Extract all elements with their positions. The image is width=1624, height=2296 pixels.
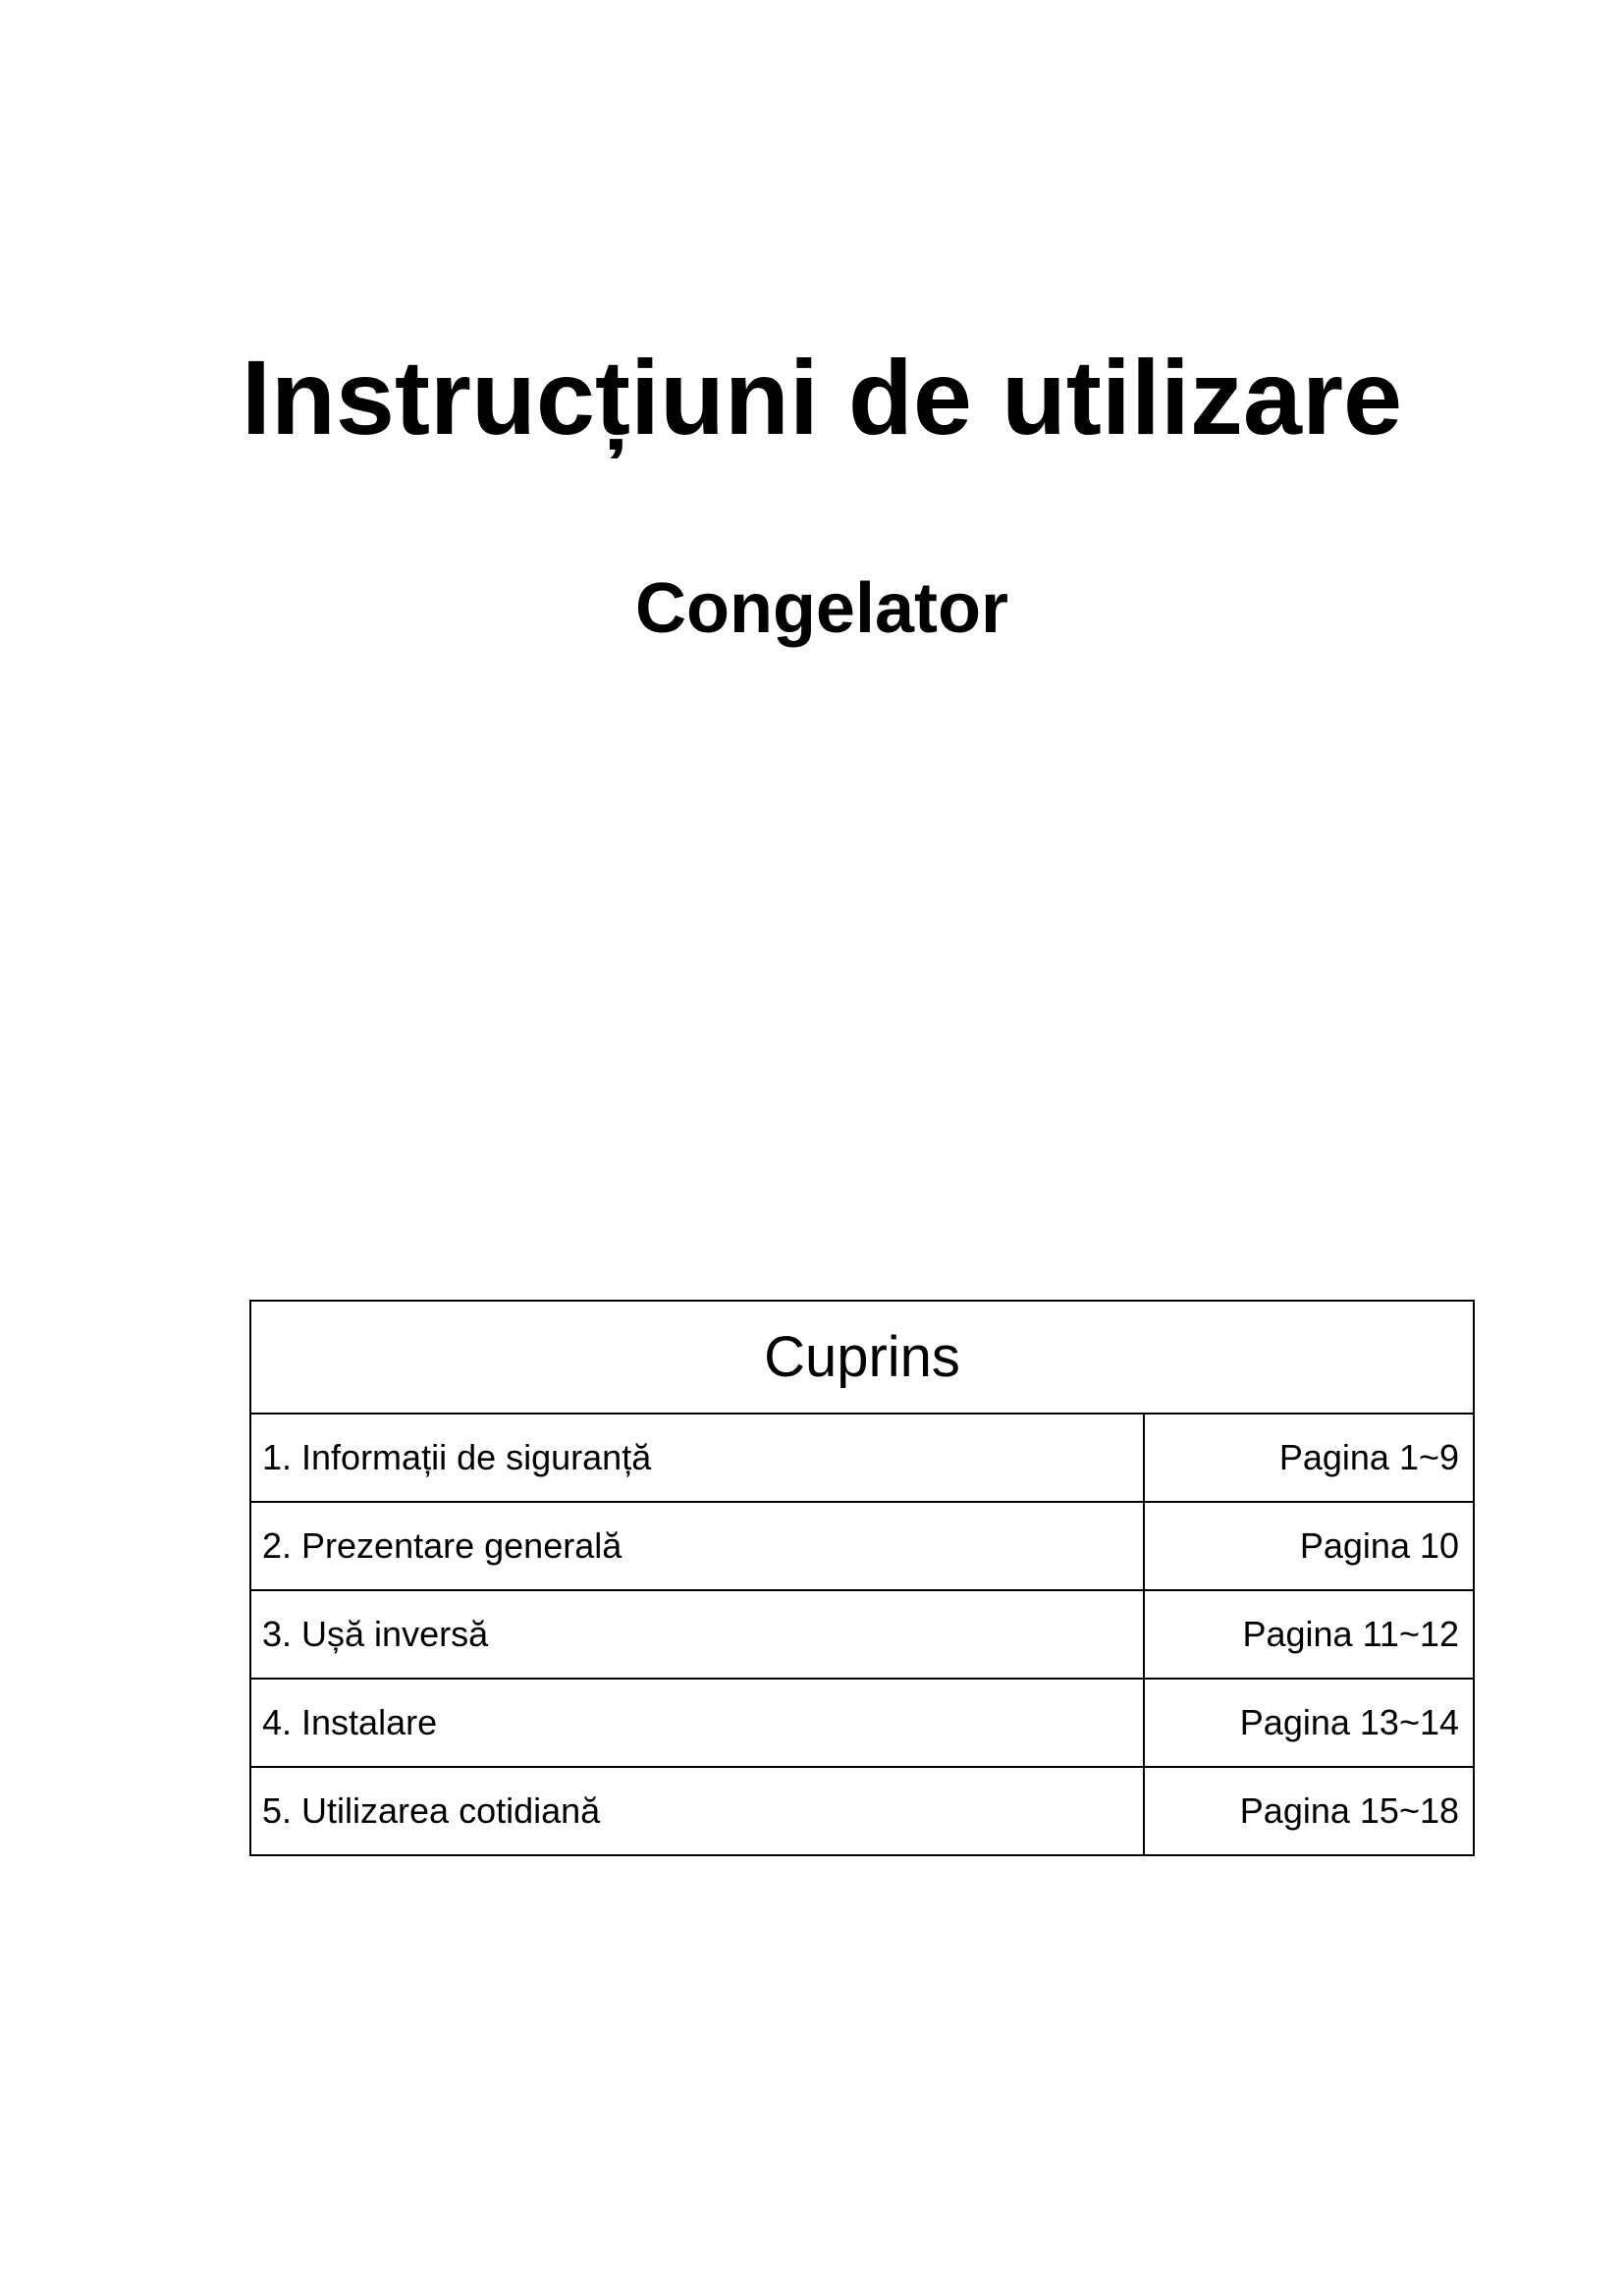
toc-row (250, 1590, 1474, 1679)
toc-header-row (250, 1301, 1474, 1414)
toc-chapter: 3. Ușă inversă (250, 1590, 1144, 1679)
toc-chapter: 5. Utilizarea cotidiană (250, 1767, 1144, 1855)
toc-row (250, 1679, 1474, 1767)
toc-heading: Cuprins (250, 1301, 1474, 1414)
toc-row (250, 1502, 1474, 1590)
toc-page-range: Pagina 13~14 (1144, 1679, 1474, 1767)
table-of-contents (249, 1300, 1475, 1856)
toc-page-range: Pagina 15~18 (1144, 1767, 1474, 1855)
document-subtitle: Congelator (634, 569, 1008, 648)
toc-chapter: 2. Prezentare generală (250, 1502, 1144, 1590)
toc-row (250, 1414, 1474, 1502)
toc-chapter: 4. Instalare (250, 1679, 1144, 1767)
toc-page-range: Pagina 1~9 (1144, 1414, 1474, 1502)
toc-chapter: 1. Informații de siguranță (250, 1414, 1144, 1502)
toc-row (250, 1767, 1474, 1855)
toc-page-range: Pagina 11~12 (1144, 1590, 1474, 1679)
toc-page-range: Pagina 10 (1144, 1502, 1474, 1590)
document-title: Instrucțiuni de utilizare (241, 338, 1403, 456)
